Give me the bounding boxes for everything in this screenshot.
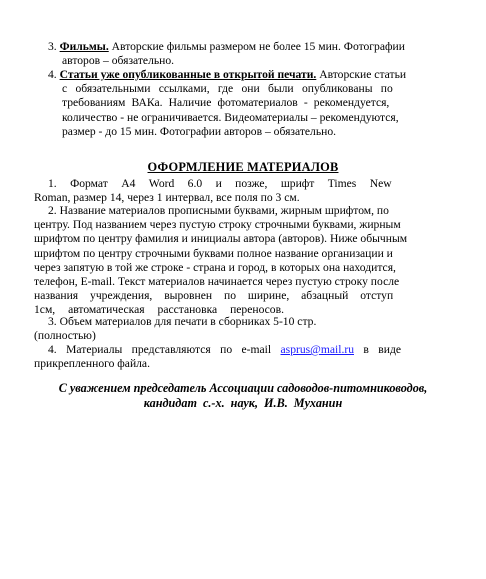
item-heading-articles: Статьи уже опубликованные в открытой печати.	[59, 68, 317, 81]
item-text-line: размер - до 15 мин. Фотографии авторов – обязательно.	[62, 124, 337, 138]
signature-line-1: С уважением председатель Ассоциации садоводов-питомниководов,	[58, 381, 428, 395]
item-text-line: количество - не ограничивается. Видеоматериалы – рекомендуются,	[62, 110, 399, 124]
paragraph-line: Roman, размер 14, через 1 интервал, все поля по 3 см.	[34, 191, 300, 205]
email-link[interactable]: asprus@mail.ru	[280, 343, 354, 356]
paragraph-text: в виде	[363, 343, 402, 356]
signature-line-2: кандидат с.-х. наук, И.В. Муханин	[143, 396, 343, 410]
item-text: Авторские статьи	[316, 68, 407, 81]
item-text-line: с обязательными ссылками, где они были опубликованы по	[62, 82, 393, 96]
item-text-line: авторов – обязательно.	[62, 54, 175, 68]
paragraph-line: центру. Под названием через пустую строку строчными буквами, жирным	[34, 218, 401, 232]
paragraph-line: через запятую в той же строке - страна и город, в которых она находится,	[34, 260, 396, 274]
paragraph-line: шрифтом по центру строчными буквами полное название организации и	[34, 246, 393, 260]
paragraph-line: 2. Название материалов прописными буквами, жирным шрифтом, по	[48, 204, 389, 217]
list-item-films	[48, 40, 468, 68]
paragraph-volume	[34, 315, 466, 343]
list-item-articles	[48, 68, 468, 139]
paragraph-line: названия учреждения, выровнен по ширине, абзацный отступ	[34, 289, 394, 303]
paragraph-line: шрифтом по центру фамилия и инициалы автора (авторов). Ниже обычным	[34, 232, 408, 246]
item-heading-films: Фильмы.	[59, 40, 109, 53]
section-title: ОФОРМЛЕНИЕ МАТЕРИАЛОВ	[147, 160, 339, 174]
paragraph-line: 1см, автоматическая расстановка переносов.	[34, 303, 284, 317]
paragraph-line: прикрепленного файла.	[34, 357, 150, 371]
item-text-line: требованиям ВАКа. Наличие фотоматериалов - рекомендуется,	[62, 96, 390, 110]
item-number: 3.	[48, 40, 57, 53]
paragraph-email	[34, 343, 466, 371]
item-number: 4.	[48, 68, 57, 81]
paragraph-format	[34, 177, 466, 205]
paragraph-line: (полностью)	[34, 329, 96, 343]
paragraph-line: 3. Объем материалов для печати в сборниках 5-10 стр.	[48, 315, 317, 328]
paragraph-line: 1. Формат А4 Word 6.0 и позже, шрифт Times New	[48, 177, 392, 190]
item-text: Авторские фильмы размером не более 15 мин. Фотографии	[108, 40, 405, 53]
paragraph-line: телефон, E-mail. Текст материалов начинается через пустую строку после	[34, 275, 400, 289]
paragraph-text: 4. Материалы представляются по e-mail	[48, 343, 272, 356]
paragraph-title-rules	[34, 204, 466, 318]
